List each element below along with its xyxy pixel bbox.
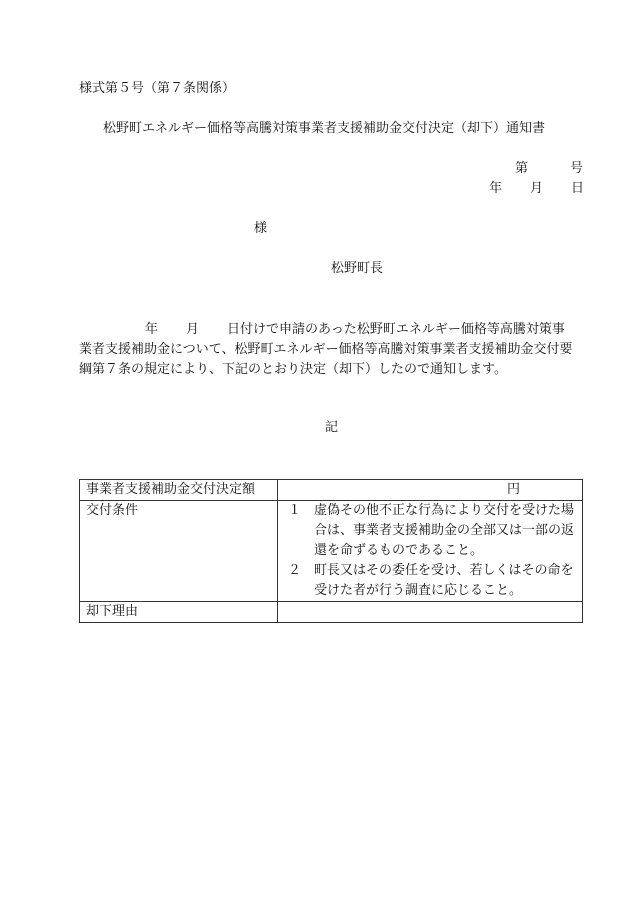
table-row <box>80 602 583 623</box>
body-line-3: 綱第７条の規定により、下記のとおり決定（却下）したので通知します。 <box>79 362 507 377</box>
condition-item <box>288 561 578 601</box>
body-line-1-text: 日付けで申請のあった松野町エネルギー価格等高騰対策事 <box>227 322 565 337</box>
conditions-list <box>278 501 583 602</box>
table-label-conditions: 交付条件 <box>80 501 278 602</box>
date-year-label: 年 <box>489 181 503 196</box>
addressee-suffix: 様 <box>254 221 268 236</box>
date-month-label: 月 <box>530 181 544 196</box>
body-month-label: 月 <box>186 322 200 337</box>
table-label-rejection-reason: 却下理由 <box>80 602 278 623</box>
amount-value: 円 <box>278 480 583 501</box>
condition-text: 町長又はその委任を受け、若しくはその命を受けた者が行う調査に応じること。 <box>314 563 574 598</box>
body-line-2: 業者支援補助金について、松野町エネルギー価格等高騰対策事業者支援補助金交付要 <box>79 342 573 357</box>
body-line-1 <box>79 320 589 340</box>
record-heading: 記 <box>325 420 339 435</box>
table-row <box>80 480 583 501</box>
body-paragraph <box>79 320 589 380</box>
body-year-label: 年 <box>145 322 159 337</box>
table-row <box>80 501 583 602</box>
form-number: 様式第５号（第７条関係） <box>79 81 236 96</box>
issue-number-label: 第 <box>515 161 529 176</box>
condition-text: 虚偽その他不正な行為により交付を受けた場合は、事業者支援補助金の全部又は一部の返還を命ずるものであること。 <box>314 503 575 558</box>
table-label-amount: 事業者支援補助金交付決定額 <box>80 480 278 501</box>
document-title: 松野町エネルギー価格等高騰対策事業者支援補助金交付決定（却下）通知書 <box>103 121 546 136</box>
decision-table <box>79 479 583 623</box>
rejection-reason-value <box>278 602 583 623</box>
date-day-label: 日 <box>571 181 585 196</box>
sender-name: 松野町長 <box>331 261 384 276</box>
condition-number: ２ <box>288 563 302 578</box>
condition-number: １ <box>288 503 302 518</box>
condition-item <box>288 501 578 561</box>
issue-number-suffix: 号 <box>570 161 584 176</box>
